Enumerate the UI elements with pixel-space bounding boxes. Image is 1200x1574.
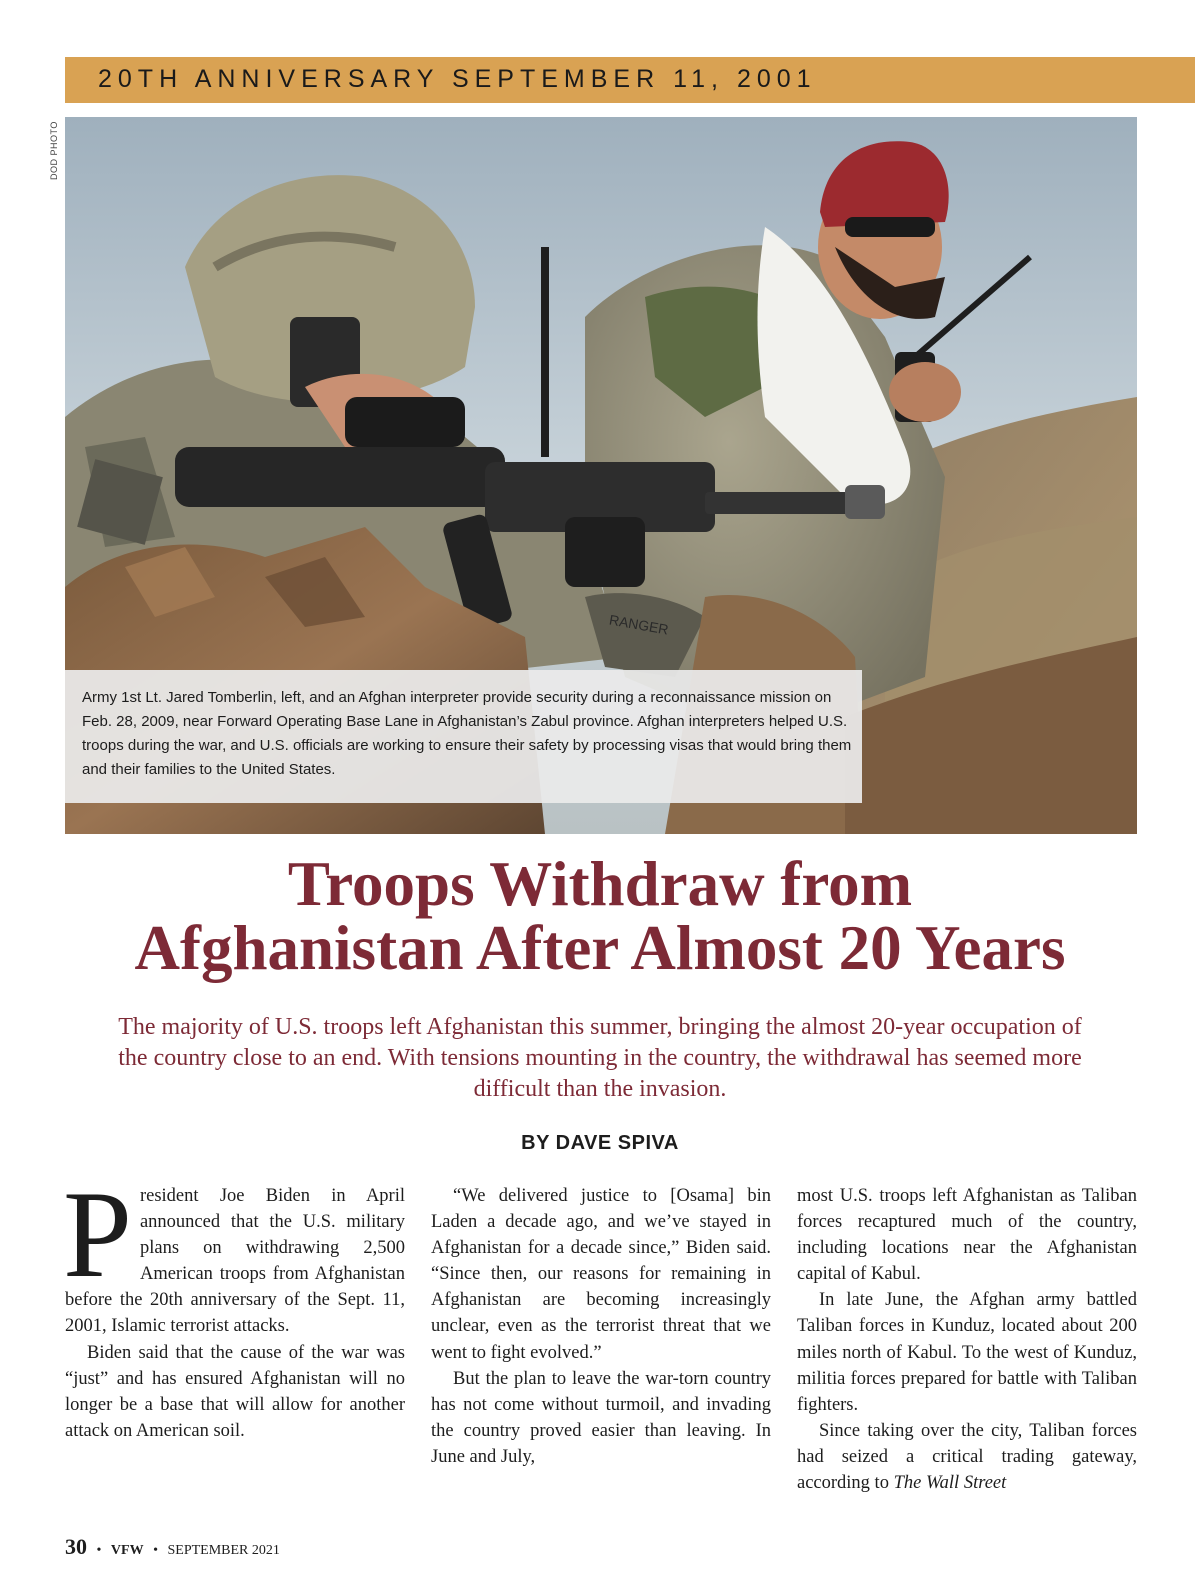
article-photo — [65, 117, 1137, 834]
paragraph-text: Since taking over the city, Taliban forces had seized a critical trading gateway, according to — [797, 1420, 1137, 1494]
article-column-3 — [797, 1183, 1137, 1496]
magazine-name: VFW — [110, 1543, 144, 1558]
paragraph: most U.S. troops left Afghanistan as Taliban forces recaptured much of the country, including locations near the Afghanistan capital of Kabul. — [797, 1186, 1137, 1285]
drop-cap: P — [63, 1166, 132, 1303]
issue-date: SEPTEMBER 2021 — [167, 1543, 280, 1558]
byline: BY DAVE SPIVA — [521, 1132, 679, 1154]
headline-line-2: Afghanistan After Almost 20 Years — [134, 913, 1066, 983]
footer-bullet: • — [96, 1543, 102, 1558]
page-footer — [65, 1534, 280, 1560]
paragraph — [63, 1166, 405, 1340]
photo-credit: DOD PHOTO — [49, 121, 59, 180]
ranger-patch-text: RANGER — [607, 611, 670, 638]
paragraph: In late June, the Afghan army battled Taliban forces in Kunduz, located about 200 miles north of Kabul. To the west of Kunduz, militia forces prepared for battle with Taliban fighters. — [797, 1290, 1137, 1415]
publication-name: The Wall Street — [893, 1473, 1007, 1494]
paragraph: But the plan to leave the war-torn country has not come without turmoil, and invading the country proved easier than leaving. In June and July, — [431, 1368, 771, 1467]
banner-title: 20TH ANNIVERSARY SEPTEMBER 11, 2001 — [98, 65, 817, 93]
photo-caption: Army 1st Lt. Jared Tomberlin, left, and an Afghan interpreter provide security during a reconnaissance mission on Feb. 28, 2009, near Forward Operating Base Lane in Afghanistan’s Zabul province. Afghan interpreters helped U.S. troops during the war, and U.S. officials are working to ensure their safety by processing visas that would bring them and their families to the United States. — [82, 689, 852, 778]
headline-line-1: Troops Withdraw from — [287, 849, 913, 919]
footer-bullet: • — [153, 1543, 158, 1558]
paragraph: “We delivered justice to [Osama] bin Laden a decade ago, and we’ve stayed in Afghanistan for a decade since,” Biden said. “Since then, our reasons for remaining in Afghanistan are becoming increasingly unclear, even as the terrorist threat that we went to fight evolved.” — [431, 1186, 771, 1363]
paragraph-text: resident Joe Biden in April announced that the U.S. military plans on withdrawing 2,500 American troops from Afghanistan before the 20th anniversary of the Sept. 11, 2001, Islamic terrorist attacks. — [65, 1186, 405, 1337]
section-banner — [65, 57, 1195, 103]
page-number: 30 — [65, 1534, 87, 1559]
paragraph — [797, 1418, 1137, 1496]
article-column-2 — [431, 1183, 771, 1470]
article-headline — [40, 849, 1160, 983]
article-deck: The majority of U.S. troops left Afghanistan this summer, bringing the almost 20-year occupation of the country close to an end. With tensions mounting in the country, the withdrawal has seemed more difficult than the invasion. — [118, 1014, 1082, 1102]
photo-caption-box — [65, 670, 862, 803]
article-column-1 — [63, 1166, 405, 1444]
paragraph: Biden said that the cause of the war was “just” and has ensured Afghanistan will no longer be a base that will allow for another attack on American soil. — [65, 1342, 405, 1441]
